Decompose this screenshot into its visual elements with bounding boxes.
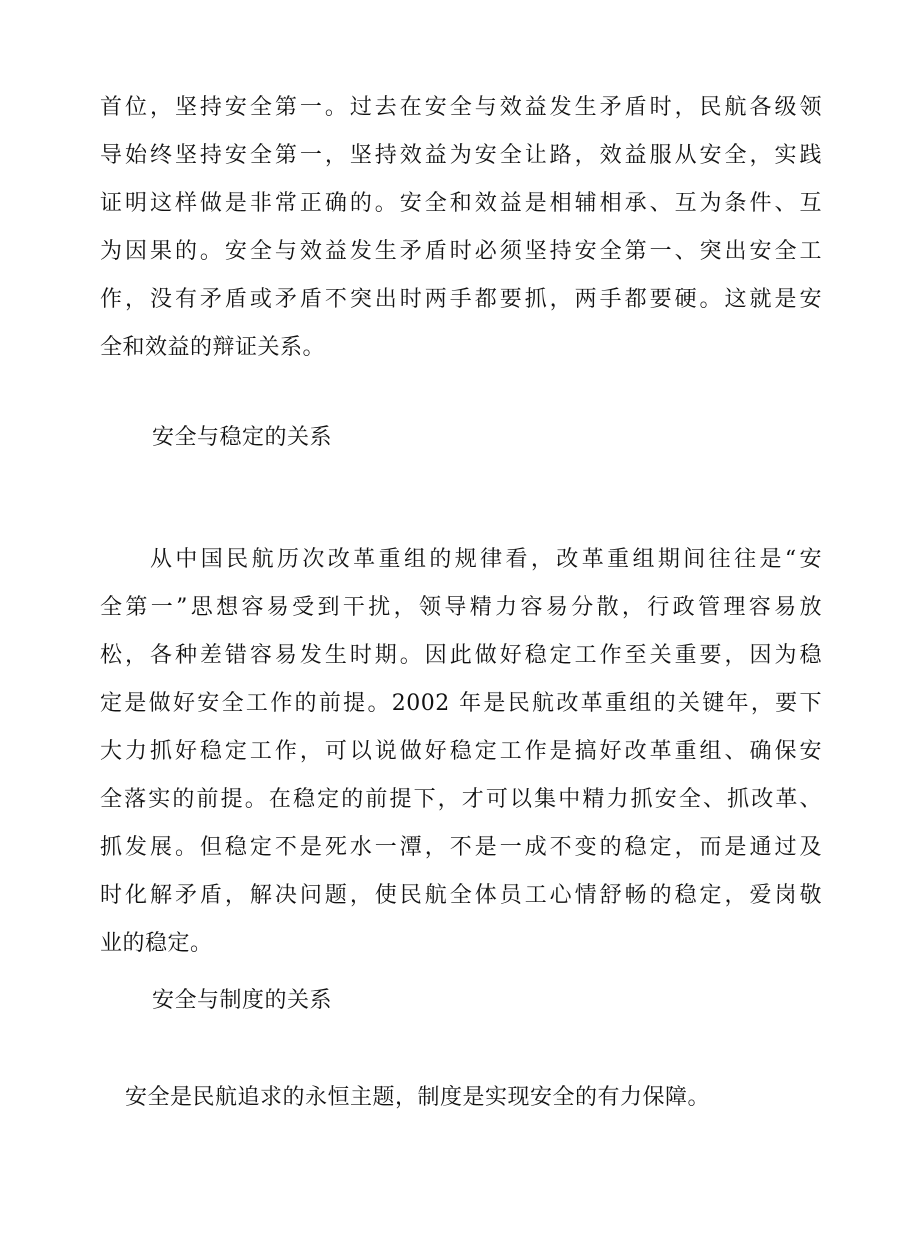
paragraph-safety-and-efficiency xyxy=(100,84,822,372)
paragraph-line: 时化解矛盾，解决问题，使民航全体员工心情舒畅的稳定，爱岗敬 xyxy=(100,883,822,908)
paragraph-line: 全第一”思想容易受到干扰，领导精力容易分散，行政管理容易放 xyxy=(100,595,822,620)
paragraph-line: 业的稳定。 xyxy=(100,931,213,956)
paragraph-line: 大力抓好稳定工作，可以说做好稳定工作是搞好改革重组、确保安 xyxy=(100,739,822,764)
paragraph-line: 为因果的。安全与效益发生矛盾时必须坚持安全第一、突出安全工 xyxy=(100,239,822,264)
paragraph-line: 全落实的前提。在稳定的前提下，才可以集中精力抓安全、抓改革、 xyxy=(100,787,822,812)
paragraph-line: 全和效益的辩证关系。 xyxy=(100,335,326,360)
paragraph-line: 证明这样做是非常正确的。安全和效益是相辅相承、互为条件、互 xyxy=(100,191,822,216)
paragraph-safety-and-regulation: 安全是民航追求的永恒主题，制度是实现安全的有力保障。 xyxy=(125,1085,711,1110)
paragraph-line: 抓发展。但稳定不是死水一潭，不是一成不变的稳定，而是通过及 xyxy=(100,835,822,860)
section-heading-safety-and-stability: 安全与稳定的关系 xyxy=(152,425,333,450)
paragraph-line: 松，各种差错容易发生时期。因此做好稳定工作至关重要，因为稳 xyxy=(100,643,822,668)
paragraph-line: 导始终坚持安全第一，坚持效益为安全让路，效益服从安全，实践 xyxy=(100,143,822,168)
section-heading-safety-and-regulation: 安全与制度的关系 xyxy=(152,988,333,1013)
paragraph-line: 作，没有矛盾或矛盾不突出时两手都要抓，两手都要硬。这就是安 xyxy=(100,287,822,312)
paragraph-line: 首位，坚持安全第一。过去在安全与效益发生矛盾时，民航各级领 xyxy=(100,95,822,120)
paragraph-safety-and-stability xyxy=(100,536,822,968)
paragraph-line: 从中国民航历次改革重组的规律看，改革重组期间往往是“安 xyxy=(150,547,822,572)
paragraph-line: 定是做好安全工作的前提。2002 年是民航改革重组的关键年，要下 xyxy=(100,691,822,716)
